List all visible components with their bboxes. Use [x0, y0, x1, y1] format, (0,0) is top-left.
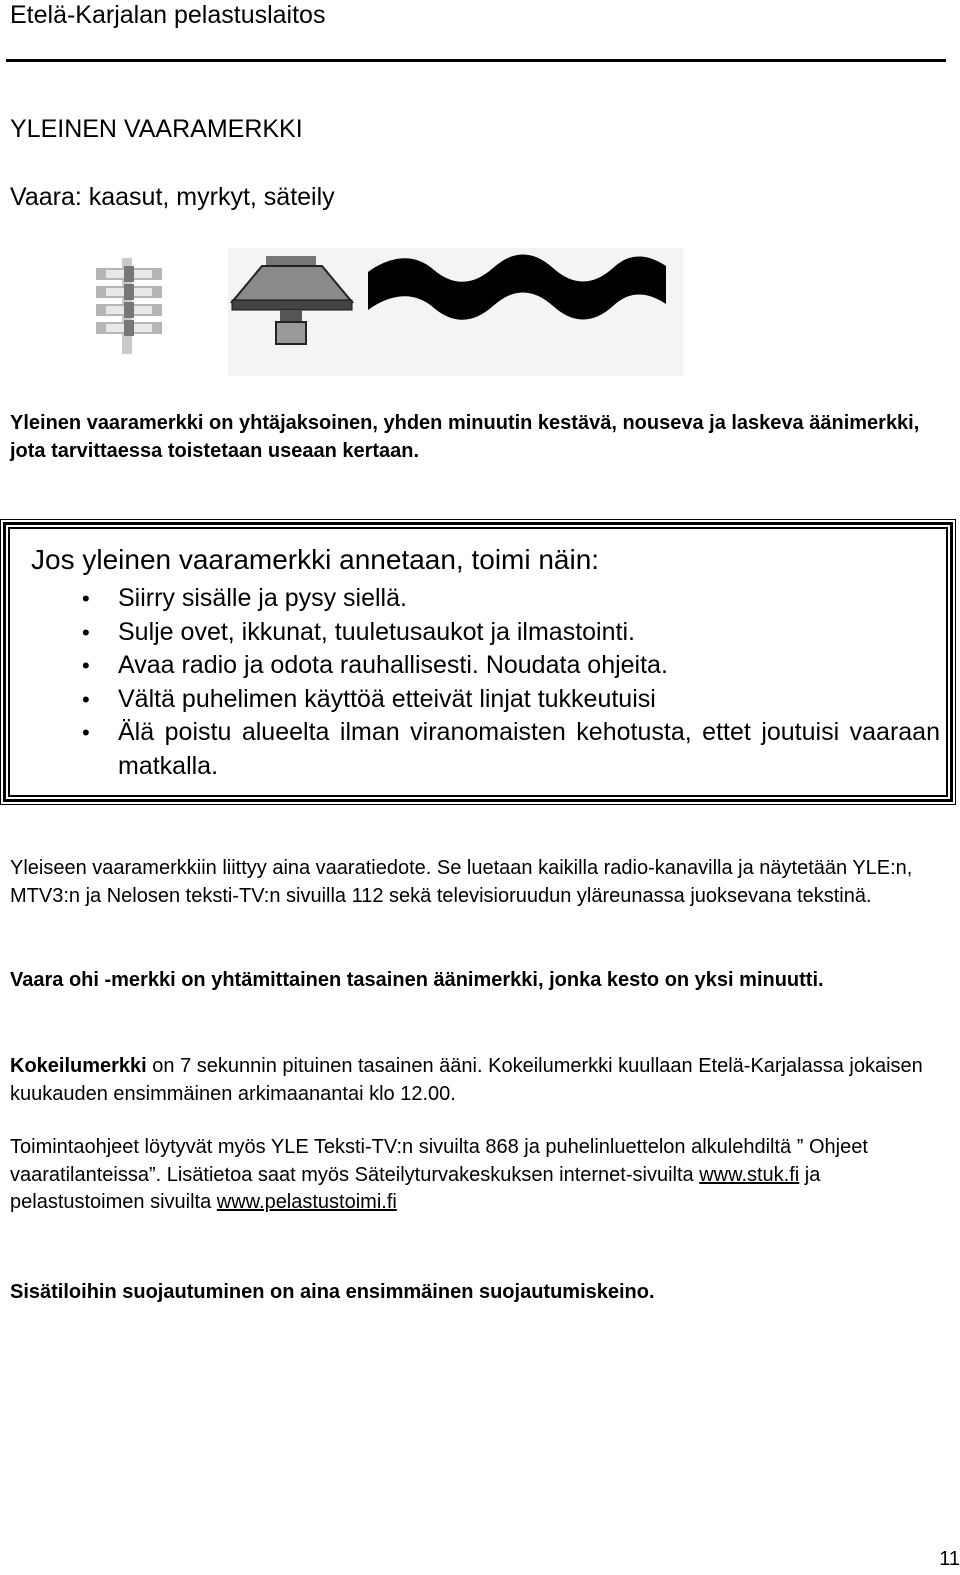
section-subtitle: Vaara: kaasut, myrkyt, säteily	[10, 183, 335, 211]
header-title: Etelä-Karjalan pelastuslaitos	[10, 1, 326, 29]
instruction-item: • Siirry sisälle ja pysy siellä.	[30, 582, 940, 616]
info-paragraph: Yleiseen vaaramerkkiin liittyy aina vaaratiedote. Se luetaan kaikilla radio-kanavilla ja näytetään YLE:n, MTV3:n ja Nelosen teksti-TV:n sivuilla 112 sekä televisioruudun yläreunassa juoksevana tekstinä.	[10, 857, 913, 907]
intro-paragraph: Yleinen vaaramerkki on yhtäjaksoinen, yhden minuutin kestävä, nouseva ja laskeva äänimerkki, jota tarvittaessa toistetaan useaan kertaan.	[10, 412, 920, 462]
guidance-text: ja pelastustoimen sivuilta	[10, 1163, 821, 1213]
instruction-item: • Avaa radio ja odota rauhallisesti. Noudata ohjeita.	[30, 649, 940, 683]
test-signal-paragraph	[10, 1053, 950, 1108]
instruction-item: • Sulje ovet, ikkunat, tuuletusaukot ja ilmastointi.	[30, 616, 940, 650]
stuk-link[interactable]: www.stuk.fi	[699, 1163, 800, 1186]
siren-horn-icon	[96, 266, 162, 282]
header-divider	[6, 59, 946, 62]
test-signal-text: on 7 sekunnin pituinen tasainen ääni. Kokeilumerkki kuullaan Etelä-Karjalassa jokaisen kuukauden ensimmäinen arkimaanantai klo 12.00.	[10, 1055, 923, 1105]
signal-diagram	[228, 248, 683, 376]
siren-horn-icon	[96, 302, 162, 318]
closing-statement: Sisätiloihin suojautuminen on aina ensimmäinen suojautumiskeino.	[10, 1281, 655, 1303]
siren-horn-icon	[96, 284, 162, 300]
siren-horn-icon	[96, 320, 162, 336]
instruction-item: • Älä poistu alueelta ilman viranomaisten kehotusta, ettet joutuisi vaaraan matkalla.	[30, 716, 940, 783]
all-clear-paragraph: Vaara ohi -merkki on yhtämittainen tasainen äänimerkki, jonka kesto on yksi minuutti.	[10, 969, 824, 991]
instruction-box-inner	[8, 527, 948, 797]
section-title: YLEINEN VAARAMERKKI	[10, 115, 303, 143]
guidance-text: Toimintaohjeet löytyvät myös YLE Teksti-TV:n sivuilta 868 ja puhelinluettelon alkulehdiltä ” Ohjeet vaaratilanteissa”. Lisätietoa saat myös Säteilyturvakeskuksen internet-sivuilta	[10, 1136, 868, 1186]
page-number: 11	[939, 1548, 960, 1570]
guidance-paragraph	[10, 1134, 950, 1217]
instruction-heading: Jos yleinen vaaramerkki annetaan, toimi näin:	[31, 544, 600, 575]
instruction-item: • Vältä puhelimen käyttöä etteivät linjat tukkeutuisi	[30, 683, 940, 717]
test-signal-term: Kokeilumerkki	[10, 1055, 147, 1077]
instruction-list	[30, 582, 940, 783]
pelastustoimi-link[interactable]: www.pelastustoimi.fi	[216, 1191, 397, 1213]
instruction-box	[3, 522, 953, 802]
